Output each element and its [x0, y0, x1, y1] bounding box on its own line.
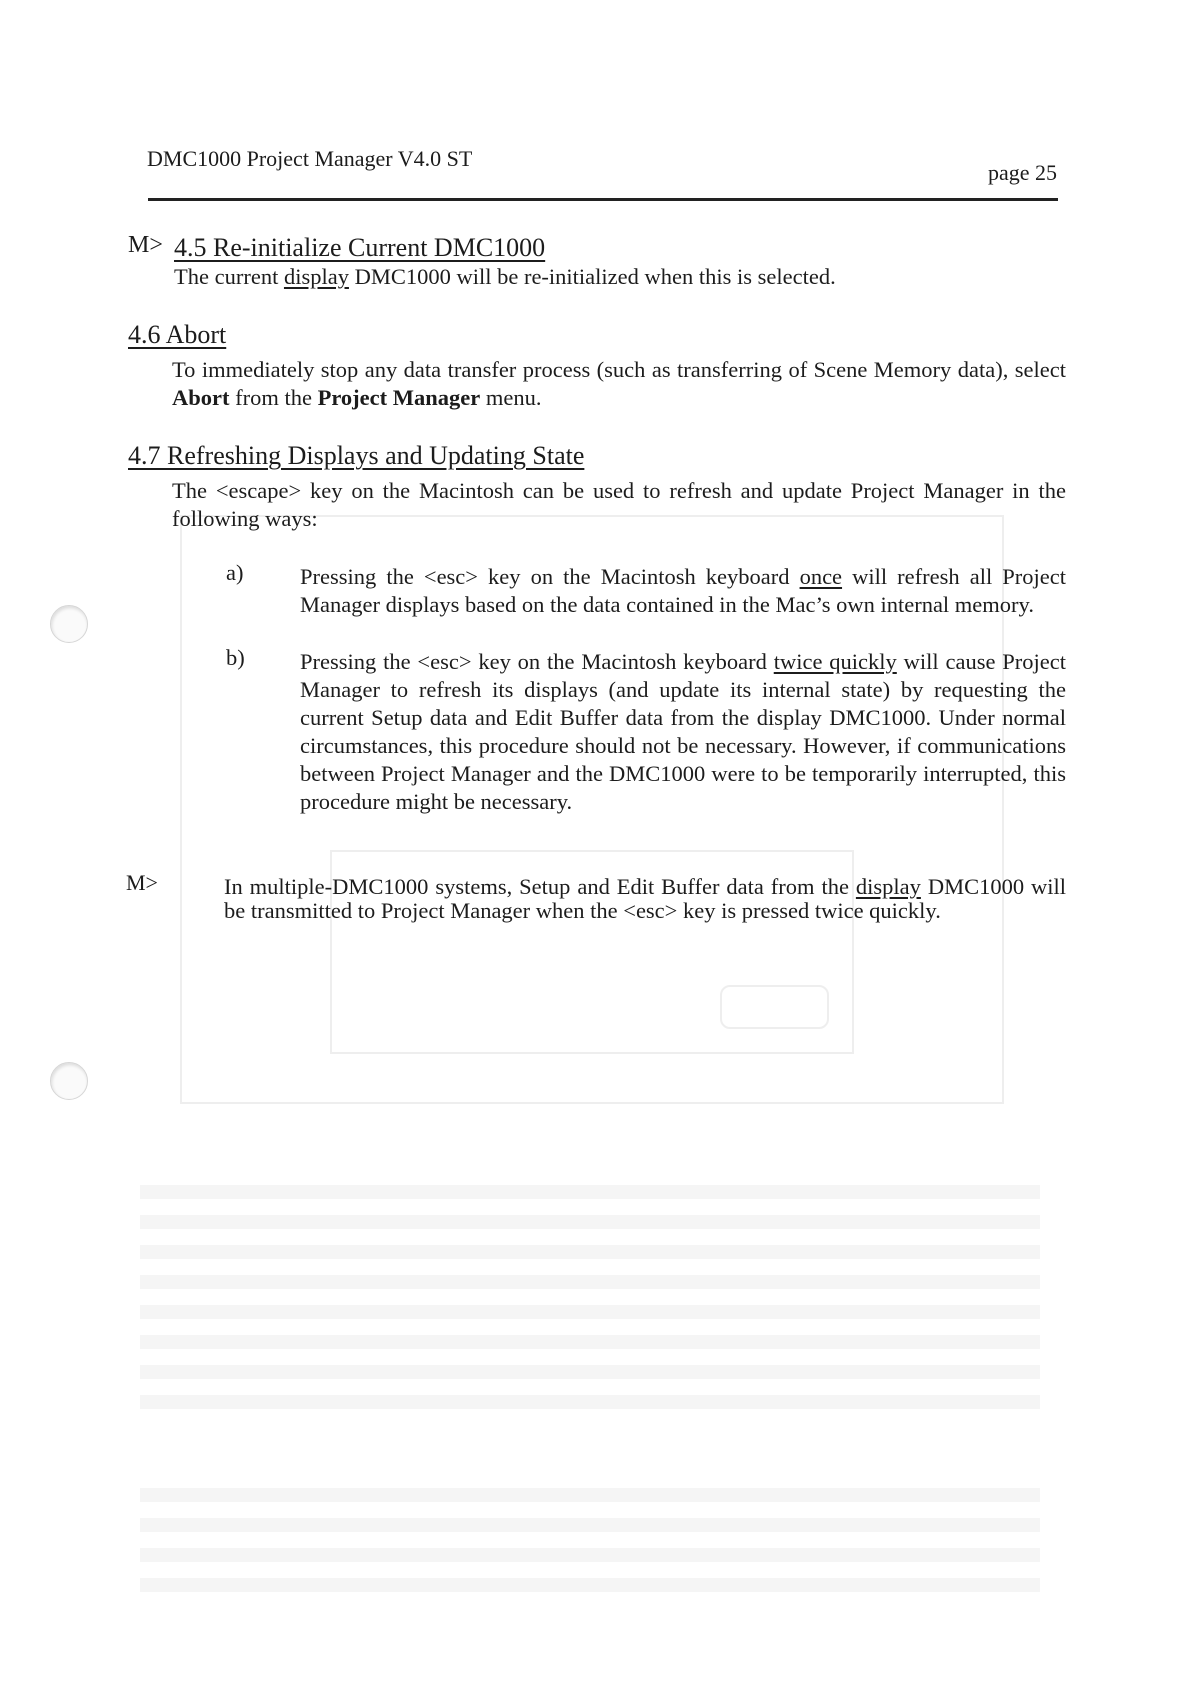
bleed-through-line — [140, 1305, 1040, 1319]
margin-marker: M> — [128, 232, 163, 258]
section-4-7-intro: The <escape> key on the Macintosh can be used to refresh and update Project Manager in the following ways: — [172, 478, 1066, 531]
bleed-through-line — [140, 1365, 1040, 1379]
bleed-through-line — [140, 1395, 1040, 1409]
bleed-through-line — [140, 1335, 1040, 1349]
bleed-through-button — [720, 985, 829, 1029]
bleed-through-line — [140, 1518, 1040, 1532]
list-item-a: Pressing the <esc> key on the Macintosh keyboard once will refresh all Project Manager displays based on the data contained in the Mac’s own internal memory. — [300, 564, 1066, 617]
section-heading-4-5: 4.5 Re-initialize Current DMC1000 — [174, 233, 546, 262]
page-number: page 25 — [987, 160, 1057, 185]
punch-hole — [50, 605, 88, 643]
list-label-b: b) — [226, 645, 245, 670]
list-label-a: a) — [226, 560, 244, 585]
section-heading-4-6: 4.6 Abort — [128, 320, 227, 349]
margin-marker: M> — [126, 870, 158, 895]
punch-hole — [50, 1062, 88, 1100]
bleed-through-line — [140, 1275, 1040, 1289]
bleed-through-line — [140, 1488, 1040, 1502]
section-4-6-text: To immediately stop any data transfer process (such as transferring of Scene Memory data), select Abort from the Project Manager menu. — [172, 357, 1066, 410]
section-heading-4-7: 4.7 Refreshing Displays and Updating State — [128, 441, 585, 470]
section-4-5-text: The current display DMC1000 will be re-initialized when this is selected. — [174, 264, 836, 289]
bleed-through-line — [140, 1215, 1040, 1229]
bleed-through-line — [140, 1185, 1040, 1199]
bleed-through-line — [140, 1245, 1040, 1259]
multi-dmc-note: In multiple-DMC1000 systems, Setup and Edit Buffer data from the display DMC1000 will be transmitted to Project Manager when the <esc> key is pressed twice quickly. — [224, 874, 1067, 923]
header-title: DMC1000 Project Manager V4.0 ST — [147, 146, 473, 171]
bleed-through-line — [140, 1578, 1040, 1592]
header-rule — [148, 198, 1058, 201]
list-item-b: Pressing the <esc> key on the Macintosh keyboard twice quickly will cause Project Manager to refresh its displays (and update its internal state) by requesting the current Setup data and Edit Buffer data from the display DMC1000. Under normal circumstances, this procedure should not be necessary. However, if communications between Project Manager and the DMC1000 were to be temporarily interrupted, this procedure might be necessary. — [300, 649, 1067, 814]
bleed-through-line — [140, 1548, 1040, 1562]
